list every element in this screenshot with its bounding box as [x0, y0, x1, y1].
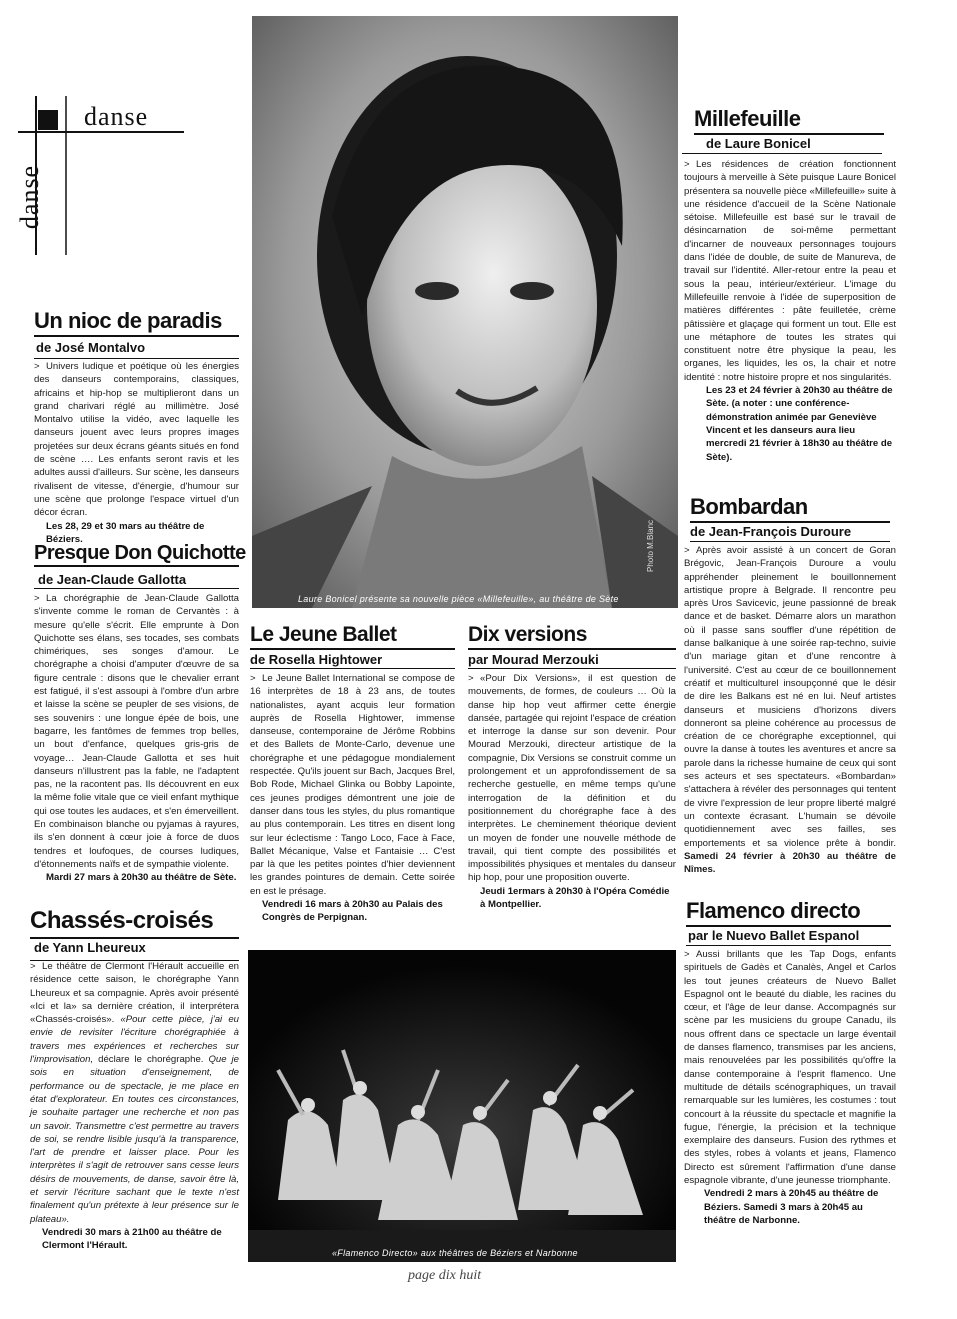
- article-date: Vendredi 16 mars à 20h30 au Palais des Congrès de Perpignan.: [262, 899, 443, 924]
- article-body: > Aussi brillants que les Tap Dogs, enfants spirituels de Gadès et Canalès, Angel et Carlos les tout jeunes créateurs de Nuevo Ballet Espagnol ont le beauté du diable, les racines du cœur, et l'âge de leur danse. Accompagnés sur scène par les musiciens du groupe Canadu, ils nous offrent dans ce spectacle un large éventail de danses flamenco, transmises par les anciens, mais renouvelées par les possibilités qu'offre la danse contemporaine à l'esprit flamenco. Une multitude de détails scénographiques, un travail remarquable sur les lumières, les costumes : tout concourt à la réussite du spectacle et magnifie la fugue, l'énergie, la précision et la technique exemplaire des danseurs. Fusion des rythmes et des styles, robes à volants et jeans, Flamenco Directo est sûrement l'affirmation d'une danse espagnole vibrante, d'une jeunesse triomphante.: [684, 949, 896, 1187]
- article-title: Millefeuille: [694, 106, 801, 131]
- article-date: Jeudi 1ermars à 20h30 à l'Opéra Comédie à Montpellier.: [480, 885, 670, 911]
- article-body: > La chorégraphie de Jean-Claude Gallotta s'invente comme le roman de Cervantès : à mesure qu'elle s'écrit. Elle emprunte à Don Quichotte ses élans, ses tocades, ses combats chimériques, ses songes d'amour. Le chorégraphe a choisi d'amputer d'œuvre de sa figure centrale : disons que le chevalier errant est fatigué, il s'est assoupi à l'ombre d'un arbre et laisse la scène se peupler de ses visions, de ses souvenirs : une longue épée de bois, une bagarre, les fantômes de femmes trop belles, un bout d'enfance, quelques gris-gris de voyage… Jean-Claude Gallotta et ses huit danseurs n'illustrent pas la fable, ne l'adaptent pas, ne la racontent pas. Ils découvrent en eux la même folie vitale que ce vieil enfant mythique qui ose toutes les audaces, et s'en émerveillent. En combinaison blanche ou pyjamas à rayures, ils s'en donnent à cœur joie à force de duos tendres et loufoques, de courses ludiques, d'étonnements naïfs et de sympathie violente.: [34, 593, 239, 870]
- article-date: Les 28, 29 et 30 mars au théâtre de Béziers.: [46, 520, 205, 545]
- article-mille: [676, 106, 906, 464]
- article-body: > Après avoir assisté à un concert de Goran Brégovic, Jean-François Duroure a voulu appréhender pleinement le bouillonnement artistique propre à Belgrade. Il rencontre peu après Uros Savicevic, jeune passionné de break dance et de basket. Démarre alors un marathon où il passe sans souffler d'une répétition de danse balkanique à une soirée rap-techno, suivie d'un mariage gitan et d'une rencontre à l'université. C'est au cœur de ce bouillonnement créatif et multiculturel insoupçonné que le désir de dire les Balkans est né en lui. Neuf artistes danseurs et musiciens d'horizons divers donneront sa pleine cohérence au processus de création de ce chorégraphe exceptionnel, qui ouvre la danse à toutes les aventures et ancre sa parole dans la richesse humaine de ceux qui sont ses acteurs et ses spectateurs. «Bombardan» s'attachera à révéler des personnages qui tentent de vivre l'expression de leur propre liberté malgré un contexte écrasant. L'humain se dévoile quotidiennement avec ses failles, ses emportements et sa violence prête à bondir. Samedi 24 février à 20h30 au théâtre de Nîmes.: [684, 545, 896, 876]
- bullet: >: [684, 159, 690, 170]
- bullet: >: [468, 673, 474, 684]
- article-flamenco: [676, 898, 906, 1227]
- bullet: >: [684, 545, 690, 556]
- portrait-image: [252, 16, 678, 608]
- article-body: > «Pour Dix Versions», il est question de mouvements, de formes, de couleurs … Où la danse hip hop veut affirmer cette énergie dansée, partagée qui rejoint l'espace de création et interroge la danse sur son devenir. Pour Mourad Merzouki, directeur artistique de la compagnie, Dix Versions se construit comme un prolongement et un approfondissement de sa recherche gestuelle, en même temps qu'une interrogation de la définition et du positionnement du chorégraphe face à des interprètes. Le cheminement théorique devient un moyen de fonder une nouvelle méthode de travail, qui tient compte des possibilités et impossibilités physiques et mentales du danseur hip hop, pour une proposition ouverte.: [468, 673, 676, 884]
- article-author: de Rosella Hightower: [250, 652, 383, 667]
- article-bombardan: [676, 494, 906, 876]
- article-chasses: [30, 908, 239, 1253]
- article-body: > Univers ludique et poétique où les énergies des danseurs contemporains, classiques, africains et hip-hop se multiplieront dans un grand charivari réglé au millimètre. José Montalvo utilise la vidéo, avec laquelle les danseurs jouent avec leurs propres images projetées sur deux écrans géants situés en fond de scène …. Les enfants seront ravis et les adultes aussi d'ailleurs. Sur scène, les danseurs rivalisent de vitesse, d'énergie, d'humour sur une scène que prolonge l'espace virtuel d'un décor écran.: [34, 361, 239, 519]
- article-title: Le Jeune Ballet: [250, 623, 397, 646]
- section-logo: [16, 90, 186, 260]
- section-label-vertical: danse: [15, 164, 45, 230]
- bullet: >: [250, 673, 256, 684]
- article-author: de José Montalvo: [36, 340, 146, 355]
- bullet: >: [34, 593, 40, 604]
- bullet: >: [34, 361, 40, 372]
- page-number: page dix huit: [408, 1268, 482, 1283]
- article-author: de Yann Lheureux: [34, 940, 146, 955]
- article-date: Les 23 et 24 février à 20h30 au théâtre de Sète. (a noter : une conférence-démonstration animée par Geneviève Vincent et les danseurs aura lieu mercredi 21 février à 18h30 au théâtre de Sète).: [706, 385, 893, 463]
- article-title: Dix versions: [468, 623, 587, 646]
- article-title: Presque Don Quichotte: [34, 542, 246, 564]
- article-body: > Le Jeune Ballet International se compose de 16 interprètes de 18 à 23 ans, de toutes nationalistes, ayant acquis leur formation auprès de Rosella Hightower, immense danseuse, contemporaine de Jérôme Robbins et des Ballets de Monte-Carlo, devenue une chorégraphe et une pédagogue mondialement respectée. Qu'ils jouent sur Bach, Jacques Brel, Bob Rode, Michael Glinka ou Bobby Lapointe, ces jeunes prodiges démontrent une joie de danser dans tous les styles, du plus romantique au plus contemporain. Les titres en disent long sur leur éclectisme : Tango Loco, Face à Face, Ballet Mécanique, Valse et Fantaisie … C'est par là que les petites pointes d'hier deviennent les grandes pointures de demain. Cette soirée en est le présage.: [250, 673, 455, 897]
- photo-credit: Photo M.Blanc: [646, 519, 655, 572]
- article-nioc: [34, 308, 239, 546]
- article-body: > Le théâtre de Clermont l'Hérault accueille en résidence cette saison, le chorégraphe Yann Lheureux et sa compagnie. Après avoir présenté «Ici et la» sa dernière création, il interprétera «Chassés-croisés». «Pour cette pièce, j'ai eu envie de revisiter l'écriture chorégraphiée à travers mes expériences et recherches sur l'improvisation, déclare le chorégraphe. Que je sois en situation d'enseignement, de performance ou de spectacle, je me place en état d'explorateur. En toutes ces circonstances, je souhaite partager une recherche et non pas un savoir. Transmettre c'est permettre au travers de soi, se rendre lisible jusqu'à la transparence, l'art de prendre et laisser place. Pour les interprètes il s'agit de retrouver sans cesse leurs désirs de mouvements, de danse, savoir être là, et servir l'écriture sachant que le texte n'est finalement qu'un prétexte à leur présence sur le plateau».: [30, 961, 239, 1225]
- flamenco-caption: «Flamenco Directo» aux théâtres de Béziers et Narbonne: [332, 1248, 578, 1258]
- section-label: danse: [84, 102, 149, 131]
- flamenco-image: [248, 950, 676, 1262]
- article-author: par Mourad Merzouki: [468, 652, 599, 667]
- article-title: Chassés-croisés: [30, 907, 214, 934]
- article-jeune: [250, 622, 455, 925]
- bullet: >: [684, 949, 690, 960]
- portrait-caption: Laure Bonicel présente sa nouvelle pièce «Millefeuille», au théâtre de Sète: [298, 594, 619, 604]
- article-body: > Les résidences de création fonctionnent toujours à merveille à Sète puisque Laure Bonicel présentera sa nouvelle pièce «Millefeuille» suite à une résidence d'accueil de la Scène Nationale sétoise. Millefeuille est basé sur le travail de désincarnation de soi-même permettant d'incarner de nouveaux personnages toujours dans l'idée de double, de suite de Manureva, de travail sur l'identité. Aller-retour entre la peau et sous la peau, intérieur/extérieur. L'image du Millefeuille renvoie à l'idée de superposition de matières différentes : pâte feuilletée, crème pâtissière et glaçage qui forment un tout. Elle est une métaphore de toutes les strates qui constituent notre être physique la peau, les organes, les liquides, les os, la chair et notre identité : notre histoire propre et nos singularités.: [684, 159, 896, 383]
- bullet: >: [30, 961, 36, 972]
- article-date: Vendredi 30 mars à 21h00 au théâtre de Clermont l'Hérault.: [42, 1226, 222, 1252]
- flamenco-photo: [248, 950, 676, 1262]
- article-author: de Jean-François Duroure: [690, 524, 852, 539]
- article-author: de Laure Bonicel: [706, 136, 811, 151]
- article-author: de Jean-Claude Gallotta: [38, 572, 187, 587]
- article-title: Un nioc de paradis: [34, 308, 222, 333]
- portrait-photo: [252, 16, 678, 608]
- article-author: par le Nuevo Ballet Espanol: [688, 928, 860, 943]
- article-title: Bombardan: [690, 494, 808, 519]
- article-dix: [468, 622, 676, 911]
- article-quichotte: [34, 540, 246, 885]
- article-date: Mardi 27 mars à 20h30 au théâtre de Sète.: [46, 872, 237, 884]
- article-title: Flamenco directo: [686, 898, 861, 923]
- article-date: Vendredi 2 mars à 20h45 au théâtre de Béziers. Samedi 3 mars à 20h45 au théâtre de Narbonne.: [704, 1188, 879, 1226]
- article-date: Samedi 24 février à 20h30 au théâtre de Nîmes.: [684, 850, 896, 876]
